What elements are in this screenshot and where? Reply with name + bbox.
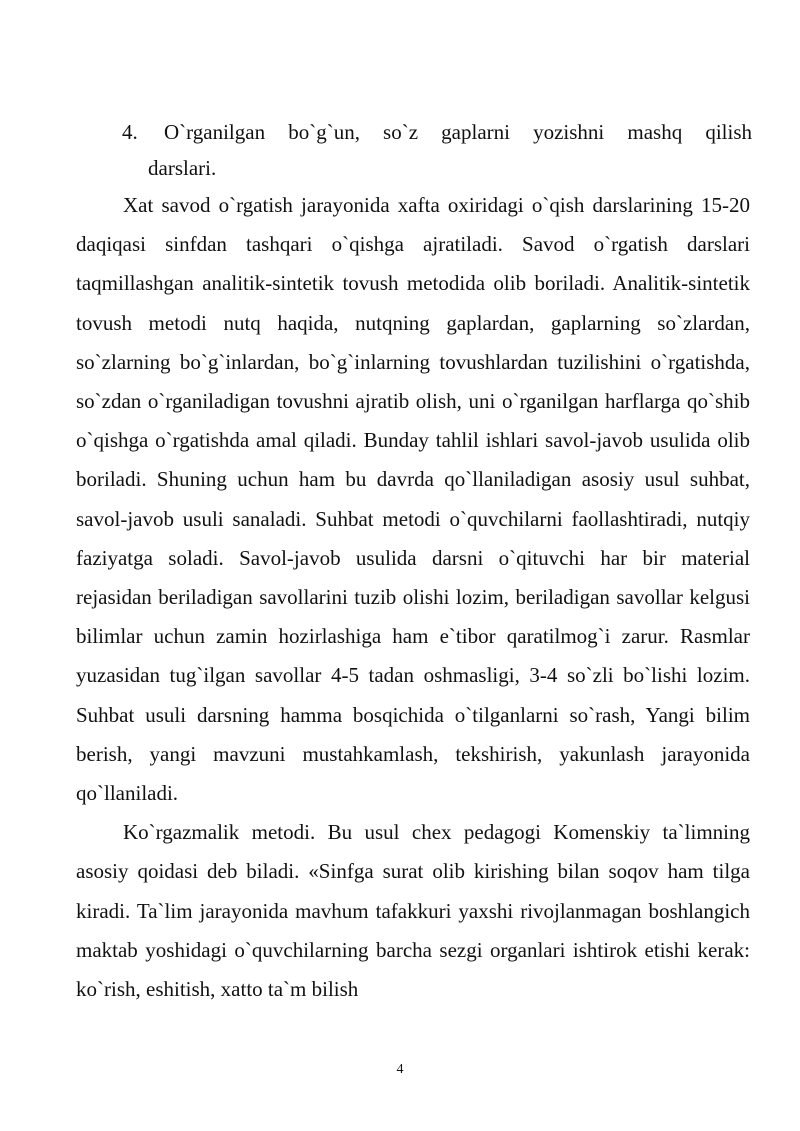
body-text: [76, 186, 750, 1009]
paragraph-korgazmalik-metodi: Ko`rgazmalik metodi. Bu usul chex pedagogi Komenskiy ta`limning asosiy qoidasi deb biladi. «Sinfga surat olib kirishing bilan soqov ham tilga kiradi. Ta`lim jarayonida mavhum tafakkuri yaxshi rivojlanmagan boshlangich maktab yoshidagi o`quvchilarning barcha sezgi organlari ishtirok etishi kerak: ko`rish, eshitish, xatto ta`m bilish: [76, 820, 750, 1002]
list-item-text-line1: O`rganilgan bo`g`un, so`z gaplarni yozishni mashq qilish: [164, 120, 752, 144]
list-item-number: 4.: [122, 120, 138, 144]
list-item-text-line2: darslari.: [148, 156, 217, 180]
numbered-list-item: [122, 114, 752, 186]
paragraph-savod-metodi: Xat savod o`rgatish jarayonida xafta oxiridagi o`qish darslarining 15-20 daqiqasi sinfdan tashqari o`qishga ajratiladi. Savod o`rgatish darslari taqmillashgan analitik-sintetik tovush metodida olib boriladi. Analitik-sintetik tovush metodi nutq haqida, nutqning gaplardan, gaplarning so`zlardan, so`zlarning bo`g`inlardan, bo`g`inlarning tovushlardan tuzilishini o`rgatishda, so`zdan o`rganiladigan tovushni ajratib olish, uni o`rganilgan harflarga qo`shib o`qishga o`rgatishda amal qiladi. Bunday tahlil ishlari savol-javob usulida olib boriladi. Shuning uchun ham bu davrda qo`llaniladigan asosiy usul suhbat, savol-javob usuli sanaladi. Suhbat metodi o`quvchilarni faollashtiradi, nutqiy faziyatga soladi. Savol-javob usulida darsni o`qituvchi har bir material rejasidan beriladigan savollarini tuzib olishi lozim, beriladigan savollar kelgusi bilimlar uchun zamin hozirlashiga ham e`tibor qaratilmog`i zarur. Rasmlar yuzasidan tug`ilgan savollar 4-5 tadan oshmasligi, 3-4 so`zli bo`lishi lozim. Suhbat usuli darsning hamma bosqichida o`tilganlarni so`rash, Yangi bilim berish, yangi mavzuni mustahkamlash, tekshirish, yakunlash jarayonida qo`llaniladi.: [76, 193, 750, 806]
page-number: 4: [396, 1062, 404, 1077]
